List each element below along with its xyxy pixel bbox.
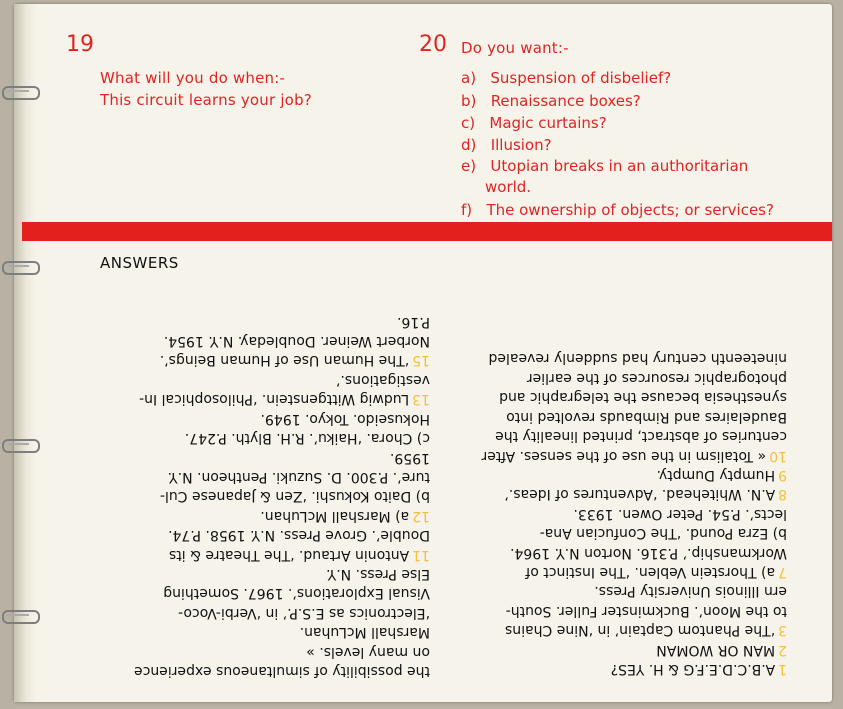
- answer-text: a) Marshall McLuhan.: [260, 507, 410, 524]
- answer-line: [100, 564, 430, 583]
- answer-line: [447, 368, 787, 387]
- answer-line: [100, 544, 430, 563]
- answer-line: [447, 387, 787, 406]
- answer-text: Ludwig Wittgenstein. ‘Philosophical In-: [139, 391, 410, 408]
- binder-ring: [2, 439, 40, 453]
- answer-text: ‘The Phantom Captain’ in ‘Nine Chains: [505, 622, 776, 639]
- left-question-line-1: What will you do when:-: [100, 69, 286, 87]
- answer-text: « Totalism in the use of the senses. After: [481, 447, 767, 464]
- answer-text: the possibility of simultaneous experience: [134, 663, 430, 679]
- option-item: e) Utopian breaks in an authoritarian: [461, 157, 749, 175]
- answer-number: 8: [778, 486, 787, 503]
- answer-text: c) Chora. ‘Haiku’. R.H. Blyth. P.247.: [184, 430, 430, 447]
- answer-line: [447, 620, 787, 639]
- answer-line: [447, 348, 787, 367]
- answer-text: Hokuseido. Tokyo. 1949.: [260, 410, 430, 427]
- answer-text: to the Moon’. Buckminster Fuller. South-: [505, 602, 787, 619]
- answer-line: [447, 659, 787, 678]
- answer-number: 13: [412, 391, 430, 408]
- answer-text: Double’. Grove Press. N.Y. 1958. P.74.: [168, 527, 430, 544]
- answer-line: [100, 331, 430, 350]
- answer-text: Humpty Dumpty.: [656, 466, 776, 483]
- answer-text: lects’. P.54. Peter Owen. 1933.: [573, 505, 787, 522]
- notebook-page: [14, 4, 832, 702]
- answer-number: 2: [778, 641, 787, 658]
- right-question: Do you want:-: [461, 39, 569, 57]
- answer-line: [100, 641, 430, 660]
- answer-line: [100, 467, 430, 486]
- answer-text: ‘The Human Use of Human Beings’.: [159, 352, 410, 369]
- answer-line: [100, 583, 430, 602]
- answer-line: [447, 542, 787, 561]
- answer-number: 10: [769, 447, 787, 464]
- answer-text: A.B.C.D.E.F.G & H. YES?: [610, 661, 776, 677]
- answer-number: 12: [412, 507, 430, 524]
- answer-text: nineteenth century had suddenly revealed: [488, 350, 787, 367]
- option-item: d) Illusion?: [461, 136, 552, 154]
- option-item: c) Magic curtains?: [461, 114, 607, 132]
- option-item: a) Suspension of disbelief?: [461, 69, 672, 87]
- answer-number: 1: [778, 661, 787, 677]
- answer-text: Marshall McLuhan.: [299, 624, 430, 641]
- answer-text: MAN OR WOMAN: [656, 641, 776, 658]
- answer-line: [447, 503, 787, 522]
- answer-line: [100, 350, 430, 369]
- answer-line: [100, 661, 430, 680]
- answer-line: [100, 389, 430, 408]
- left-question-line-2: This circuit learns your job?: [100, 91, 312, 109]
- page-number-left: 19: [66, 32, 94, 57]
- answer-line: [100, 486, 430, 505]
- answer-text: a) Thorstein Veblen. ‘The Instinct of: [525, 563, 776, 580]
- answer-text: photographic resources of the earlier: [526, 369, 787, 386]
- answer-text: A.N. Whitehead. ‘Adventures of Ideas.’: [504, 486, 776, 503]
- answer-line: [100, 525, 430, 544]
- answer-line: [100, 428, 430, 447]
- binding-strip: [14, 4, 36, 702]
- red-divider-bar: [22, 222, 832, 241]
- answer-text: centuries of abstract, printed lineality the: [495, 428, 787, 445]
- answer-text: on many levels. »: [306, 643, 430, 660]
- answer-line: [447, 445, 787, 464]
- binder-ring: [2, 261, 40, 275]
- binder-ring: [2, 86, 40, 100]
- answer-line: [100, 602, 430, 621]
- answer-text: synesthesia because the telegraphic and: [499, 389, 787, 406]
- answer-text: Visual Explorations’. 1967. Something: [163, 585, 430, 602]
- binder-ring: [2, 610, 40, 624]
- answer-line: [447, 465, 787, 484]
- page-number-right: 20: [419, 32, 447, 57]
- answer-line: [100, 447, 430, 466]
- answer-text: 1959.: [389, 449, 430, 466]
- answer-text: Antonin Artaud. ‘The Theatre & its: [168, 546, 410, 563]
- answer-number: 3: [778, 622, 787, 639]
- answer-line: [447, 406, 787, 425]
- answer-text: ern Illinois University Press.: [594, 583, 787, 600]
- answer-number: 15: [412, 352, 430, 369]
- answer-line: [100, 622, 430, 641]
- inverted-answers-column-right: [447, 314, 787, 678]
- answer-line: [447, 581, 787, 600]
- answer-number: 7: [778, 563, 787, 580]
- answer-line: [447, 600, 787, 619]
- answer-text: Norbert Weiner. Doubleday. N.Y. 1954.: [163, 333, 430, 350]
- answer-line: [447, 426, 787, 445]
- answers-heading: ANSWERS: [100, 254, 179, 272]
- answer-line: [100, 311, 430, 330]
- answer-text: ‘Electronics as E.S.P.’ in ‘Verbi-Voco-: [178, 604, 430, 621]
- answer-text: b) Daito Kokushi. ‘Zen & Japanese Cul-: [159, 488, 430, 505]
- answer-text: Baudelaires and Rimbauds revolted into: [506, 408, 787, 425]
- answer-line: [100, 505, 430, 524]
- answer-text: Else Press. N.Y.: [326, 565, 430, 582]
- answer-text: Workmanship.’ P.316. Norton N.Y. 1964.: [510, 544, 787, 561]
- answer-number: 11: [412, 546, 430, 563]
- answer-line: [100, 408, 430, 427]
- answer-line: [447, 523, 787, 542]
- inverted-answers-column-left: [100, 270, 430, 680]
- option-item: b) Renaissance boxes?: [461, 92, 641, 110]
- answer-line: [447, 484, 787, 503]
- answer-line: [447, 639, 787, 658]
- option-item: f) The ownership of objects; or services?: [461, 201, 774, 219]
- answer-text: P.16.: [397, 313, 430, 330]
- answer-number: 9: [778, 466, 787, 483]
- answer-text: ture’. P.300. D. Suzuki. Pentheon. N.Y.: [167, 468, 430, 485]
- answer-text: b) Ezra Pound. ‘The Confucian Ana-: [539, 525, 787, 542]
- answer-line: [100, 370, 430, 389]
- answer-line: [447, 562, 787, 581]
- option-item: world.: [485, 178, 532, 196]
- answer-text: vestigations.’: [335, 371, 430, 388]
